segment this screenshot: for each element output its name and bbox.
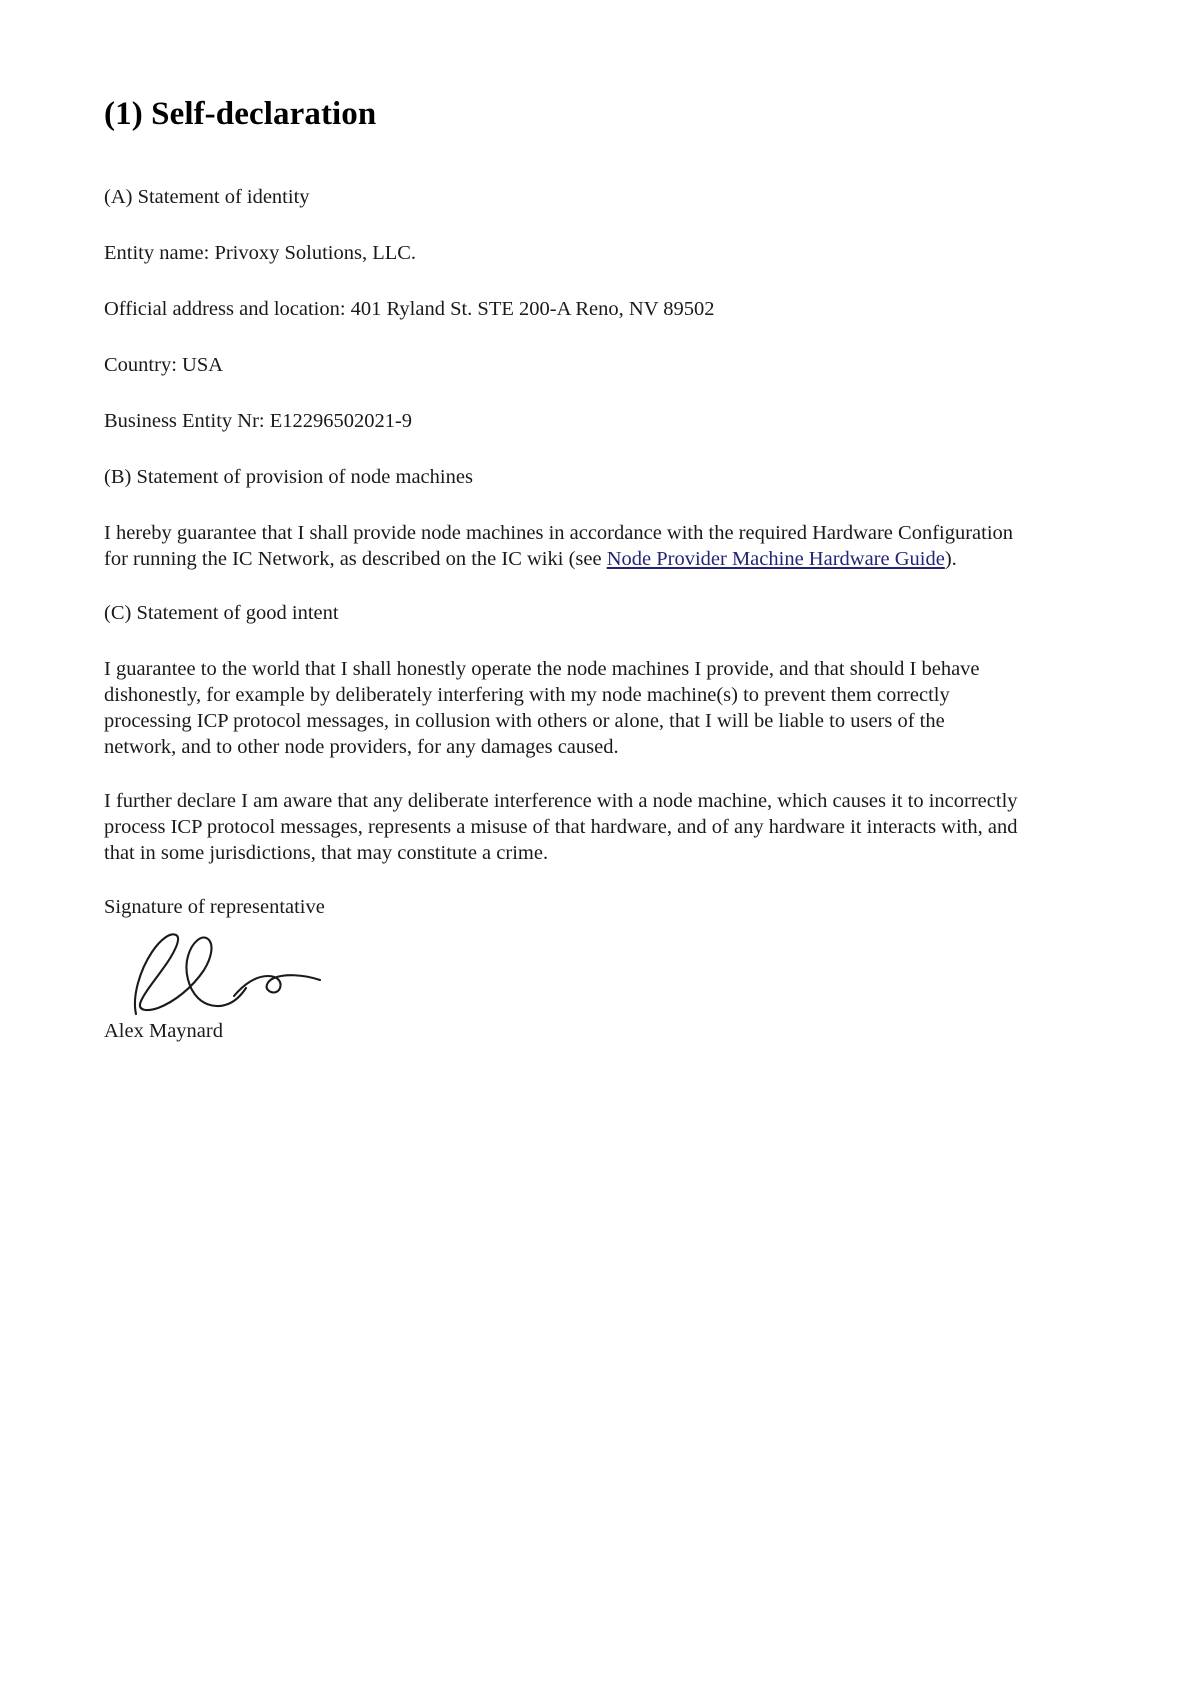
section-b-text-after-link: ). (944, 547, 957, 570)
signature-label: Signature of representative (104, 895, 325, 918)
section-c-paragraph-2: I further declare I am aware that any deliberate interference with a node machine, which causes it to incorrectly process ICP protocol messages, represents a misuse of that hardware, and of any hardware it interacts with, and that in some jurisdictions, that may constitute a crime. (104, 789, 1018, 864)
section-c-label: (C) Statement of good intent (104, 601, 339, 624)
section-c-paragraph-1: I guarantee to the world that I shall honestly operate the node machines I provide, and that should I behave dishonestly, for example by deliberately interfering with my node machine(s) to prevent them correctly processing ICP protocol messages, in collusion with others or alone, that I will be liable to users of the network, and to other node providers, for any damages caused. (104, 657, 980, 758)
entity-name-line: Entity name: Privoxy Solutions, LLC. (104, 241, 417, 264)
country-line: Country: USA (104, 353, 224, 376)
business-entity-number-line: Business Entity Nr: E12296502021-9 (104, 409, 413, 432)
node-provider-machine-hardware-guide-link[interactable]: Node Provider Machine Hardware Guide (606, 547, 945, 570)
signatory-name: Alex Maynard (104, 1019, 223, 1042)
section-b-paragraph (104, 520, 1022, 572)
official-address-line: Official address and location: 401 Ryland St. STE 200-A Reno, NV 89502 (104, 297, 715, 320)
section-b-label: (B) Statement of provision of node machines (104, 465, 473, 488)
handwritten-signature-icon (122, 926, 352, 1018)
page-title: (1) Self-declaration (104, 96, 377, 132)
section-a-label: (A) Statement of identity (104, 185, 310, 208)
section-b-text-before-link: I hereby guarantee that I shall provide node machines in accordance with the required Hardware Configuration for running the IC Network, as described on the IC wiki (see (104, 521, 1014, 570)
